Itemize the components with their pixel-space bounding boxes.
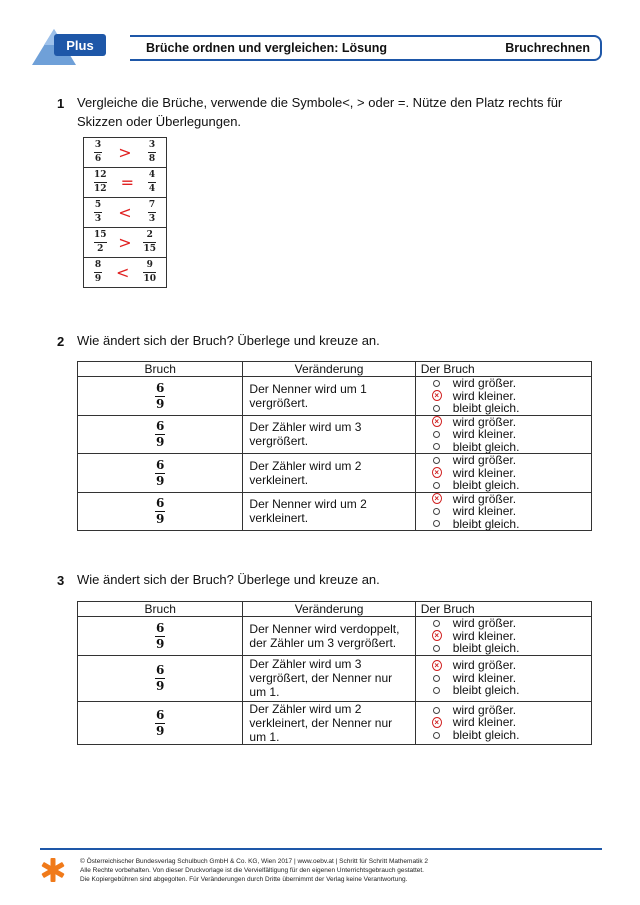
copyright-notice (80, 857, 428, 884)
numerator: 6 (156, 419, 165, 434)
denominator: 9 (94, 274, 102, 284)
comparison-table (83, 137, 167, 288)
checked-circle-icon[interactable]: × (432, 494, 442, 504)
comparison-symbol: < (116, 263, 130, 282)
option-label: bleibt gleich. (452, 516, 520, 531)
fraction (155, 459, 165, 488)
option-label: wird kleiner. (452, 504, 517, 518)
answer-option[interactable] (432, 505, 591, 518)
table-row (78, 454, 592, 493)
change-description: Der Nenner wird um 2 verkleinert. (249, 497, 367, 526)
option-label: bleibt gleich. (452, 439, 520, 454)
answer-option[interactable] (432, 617, 591, 630)
numerator: 9 (146, 260, 153, 270)
comparison-row (84, 198, 167, 228)
answer-options (416, 493, 591, 531)
plus-logo (14, 25, 130, 69)
comparison-row (84, 258, 167, 288)
checked-circle-icon[interactable]: × (432, 391, 442, 401)
answer-option[interactable] (432, 518, 591, 531)
numerator: 15 (94, 230, 107, 240)
denominator: 2 (97, 244, 104, 254)
answer-option[interactable] (432, 716, 591, 729)
radio-circle-icon[interactable] (432, 442, 442, 452)
footer-line-2: Alle Rechte vorbehalten. Von dieser Druckvorlage ist die Vervielfältigung für den eigenen Unterrichtsgebrauch gestattet. (80, 867, 424, 874)
denominator: 9 (156, 512, 165, 527)
numerator: 7 (148, 200, 156, 210)
fraction (155, 420, 165, 449)
task-3-number: 3 (57, 573, 65, 588)
comparison-row (84, 168, 167, 198)
denominator: 10 (143, 274, 156, 284)
option-label: bleibt gleich. (452, 727, 520, 742)
option-label: bleibt gleich. (452, 401, 520, 415)
checked-circle-icon[interactable]: × (432, 718, 442, 728)
numerator: 4 (148, 170, 156, 180)
answer-option[interactable] (432, 684, 591, 697)
answer-option[interactable] (432, 479, 591, 492)
task-3-instruction: Wie ändert sich der Bruch? Überlege und kreuze an. (77, 572, 380, 587)
option-label: wird größer. (452, 376, 517, 390)
fraction-right (143, 260, 156, 285)
option-label: bleibt gleich. (452, 478, 520, 492)
change-description: Der Zähler wird um 3 vergrößert. (249, 420, 362, 449)
numerator: 3 (94, 140, 102, 150)
option-label: wird kleiner. (452, 628, 517, 643)
answer-options (416, 659, 591, 697)
numerator: 5 (94, 200, 102, 210)
fraction (155, 709, 165, 738)
radio-circle-icon[interactable] (432, 455, 442, 465)
checked-circle-icon[interactable]: × (432, 631, 442, 641)
answer-option[interactable] (432, 402, 591, 415)
answer-options (416, 704, 591, 742)
table-row (78, 617, 592, 656)
table-row (78, 655, 592, 701)
checked-circle-icon[interactable]: × (432, 468, 442, 478)
denominator: 9 (156, 679, 165, 693)
radio-circle-icon[interactable] (432, 506, 442, 516)
numerator: 8 (94, 260, 102, 270)
footer-line-1: © Österreichischer Bundesverlag Schulbuch GmbH & Co. KG, Wien 2017 | www.oebv.at | Schritt für Schritt Mathematik 2 (80, 858, 428, 865)
fraction (155, 622, 165, 651)
fraction (155, 497, 165, 526)
table-row (78, 492, 592, 531)
option-label: wird größer. (452, 453, 517, 467)
comparison-symbol: = (120, 173, 134, 192)
answer-option[interactable] (432, 729, 591, 742)
col-header-bruch: Bruch (78, 602, 243, 617)
denominator: 3 (148, 214, 156, 224)
fraction-left (94, 230, 107, 255)
page-topic: Bruchrechnen (505, 41, 590, 55)
numerator: 3 (148, 140, 156, 150)
logo-text: Plus (66, 38, 94, 53)
radio-circle-icon[interactable] (432, 378, 442, 388)
radio-circle-icon[interactable] (432, 480, 442, 490)
change-description: Der Nenner wird verdoppelt, der Zähler um 3 vergrößert. (249, 621, 400, 650)
task-2-number: 2 (57, 334, 65, 349)
radio-circle-icon[interactable] (432, 618, 442, 628)
option-label: wird kleiner. (452, 715, 517, 730)
col-header-veraenderung: Veränderung (243, 362, 415, 377)
footer-line-3: Die Kopiergebühren sind abgegolten. Für Veränderungen durch Dritte übernimmt der Verlag keine Verantwortung. (80, 876, 408, 883)
answer-option[interactable] (432, 441, 591, 454)
task-3-table (77, 601, 592, 745)
comparison-symbol: < (118, 203, 132, 222)
numerator: 6 (156, 620, 165, 635)
option-label: wird kleiner. (452, 388, 517, 403)
comparison-symbol: > (118, 233, 132, 252)
col-header-der-bruch: Der Bruch (415, 602, 591, 617)
table-row (78, 701, 592, 744)
denominator: 3 (94, 214, 102, 224)
answer-options (416, 416, 591, 454)
fraction-right (148, 140, 156, 165)
denominator: 12 (94, 184, 107, 194)
numerator: 6 (156, 380, 165, 395)
table-row (78, 377, 592, 416)
option-label: wird größer. (452, 702, 517, 717)
radio-circle-icon[interactable] (432, 686, 442, 696)
comparison-symbol: > (118, 143, 132, 162)
fraction-right (148, 200, 156, 225)
fraction-left (94, 140, 102, 165)
table-row (78, 415, 592, 454)
answer-option[interactable] (432, 428, 591, 441)
numerator: 6 (156, 707, 165, 722)
option-label: wird größer. (452, 658, 517, 673)
radio-circle-icon[interactable] (432, 673, 442, 683)
task-2-instruction: Wie ändert sich der Bruch? Überlege und kreuze an. (77, 333, 380, 348)
numerator: 2 (146, 230, 153, 240)
answer-option[interactable] (432, 454, 591, 467)
comparison-row (84, 228, 167, 258)
answer-option[interactable] (432, 377, 591, 390)
option-label: bleibt gleich. (452, 683, 520, 698)
radio-circle-icon[interactable] (432, 643, 442, 653)
fraction (155, 382, 165, 411)
numerator: 12 (94, 170, 107, 180)
denominator: 9 (156, 723, 165, 738)
col-header-bruch: Bruch (78, 362, 243, 377)
task-2-table (77, 361, 592, 531)
denominator: 15 (143, 244, 156, 254)
answer-option[interactable] (432, 642, 591, 655)
denominator: 9 (156, 636, 165, 651)
footer-divider (40, 848, 602, 850)
checked-circle-icon[interactable]: × (432, 417, 442, 427)
option-label: wird kleiner. (452, 465, 517, 480)
option-label: wird kleiner. (452, 670, 517, 685)
fraction-right (143, 230, 156, 255)
option-label: wird größer. (452, 491, 517, 506)
fraction-left (94, 200, 102, 225)
radio-circle-icon[interactable] (432, 429, 442, 439)
radio-circle-icon[interactable] (432, 705, 442, 715)
checked-circle-icon[interactable]: × (432, 661, 442, 671)
radio-circle-icon[interactable] (432, 730, 442, 740)
option-label: wird größer. (452, 414, 517, 429)
denominator: 8 (148, 154, 156, 164)
fraction-left (94, 170, 107, 195)
col-header-der-bruch: Der Bruch (415, 362, 591, 377)
denominator: 4 (148, 184, 156, 194)
option-label: wird kleiner. (452, 427, 517, 441)
oebv-logo-icon (40, 857, 66, 888)
option-label: bleibt gleich. (452, 641, 520, 655)
numerator: 6 (156, 663, 165, 677)
page-title: Brüche ordnen und vergleichen: Lösung (146, 41, 387, 55)
answer-options (416, 454, 591, 492)
option-label: wird größer. (452, 616, 517, 630)
denominator: 9 (156, 435, 165, 450)
task-1-number: 1 (57, 96, 65, 111)
radio-circle-icon[interactable] (432, 519, 442, 529)
answer-option[interactable] (432, 659, 591, 672)
change-description: Der Nenner wird um 1 vergrößert. (249, 381, 367, 410)
change-description: Der Zähler wird um 3 vergrößert, der Nenner nur um 1. (249, 657, 393, 699)
fraction-right (148, 170, 156, 195)
denominator: 9 (156, 473, 165, 488)
numerator: 6 (156, 496, 165, 511)
numerator: 6 (156, 457, 165, 472)
fraction-left (94, 260, 102, 285)
change-description: Der Zähler wird um 2 verkleinert, der Nenner nur um 1. (249, 701, 393, 744)
denominator: 6 (94, 154, 102, 164)
answer-options (416, 617, 591, 655)
denominator: 9 (156, 396, 165, 411)
task-1-instruction: Vergleiche die Brüche, verwende die Symbole<, > oder =. Nütze den Platz rechts für Skizzen oder Überlegungen. (77, 95, 563, 129)
radio-circle-icon[interactable] (432, 403, 442, 413)
comparison-row (84, 138, 167, 168)
fraction (155, 664, 165, 693)
col-header-veraenderung: Veränderung (243, 602, 415, 617)
change-description: Der Zähler wird um 2 verkleinert. (249, 458, 362, 487)
answer-options (416, 377, 591, 415)
